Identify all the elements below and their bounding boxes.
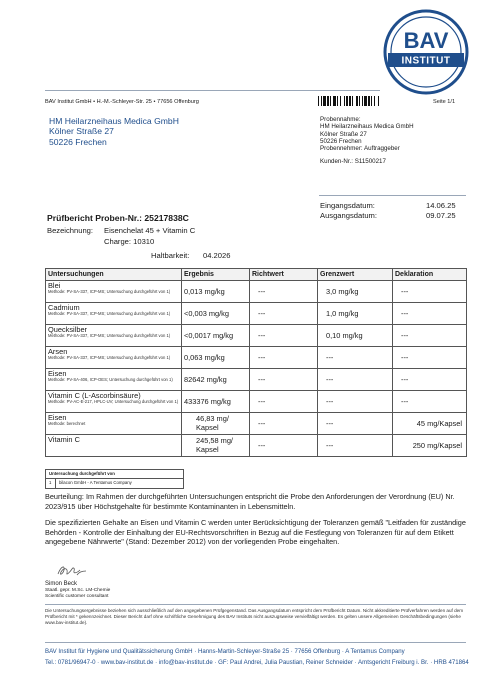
richtwert-value: ---: [258, 441, 266, 450]
sampling-line: Kölner Straße 27: [320, 130, 367, 138]
cell-test: [46, 413, 182, 435]
sampling-info: [320, 116, 414, 152]
result-value: 0,013 mg/kg: [184, 287, 225, 296]
bav-institut-logo: [382, 8, 470, 96]
sender-line: BAV Institut GmbH • H.-M.-Schleyer-Str. 25 • 77656 Offenburg: [45, 99, 199, 105]
page-number: Seite 1/1: [433, 99, 456, 105]
signer-name: Simon Beck: [45, 581, 78, 587]
cell-richtwert: [250, 391, 318, 413]
header-untersuchungen: Untersuchungen: [46, 269, 182, 281]
test-method: Methode: PV-SA-406, ICP-OES; Untersuchung durchgeführt von 1): [48, 377, 173, 382]
richtwert-value: ---: [258, 419, 266, 428]
table-header-row: [46, 269, 467, 281]
footer-line-2: Tel.: 0781/96947-0 · www.bav-institut.de · info@bav-institut.de · GF: Paul Andrei, Julia Paustian, Reiner Schneider · Amtsgericht Freiburg i. Br. · HRB 471864: [45, 659, 469, 666]
cell-result: [182, 347, 250, 369]
result-value: 46,83 mg/ Kapsel: [196, 414, 229, 432]
cell-test: [46, 435, 182, 457]
grenzwert-value: ---: [326, 441, 334, 450]
result-value: 433376 mg/kg: [184, 397, 231, 406]
test-method: Methode: PV-SA-337, ICP-MS; Untersuchung durchgeführt von 1): [48, 333, 171, 338]
cell-richtwert: [250, 325, 318, 347]
results-table: [45, 268, 467, 457]
performer-table: [45, 469, 184, 489]
test-name: Quecksilber: [48, 325, 88, 334]
cell-deklaration: [393, 325, 467, 347]
cell-grenzwert: [318, 369, 393, 391]
deklaration-value: 45 mg/Kapsel: [416, 419, 462, 428]
grenzwert-value: ---: [326, 419, 334, 428]
test-method: Methode: PV-AC-E-217, HPLC-UV; Untersuchung durchgeführt von 1): [48, 399, 179, 404]
deklaration-value: ---: [401, 397, 409, 406]
test-method: Methode: berechnet: [48, 421, 86, 426]
issued-date: 09.07.25: [426, 211, 456, 220]
table-row: [46, 303, 467, 325]
cell-deklaration: [393, 391, 467, 413]
richtwert-value: ---: [258, 353, 266, 362]
sampling-line: Probennahme:: [320, 116, 361, 123]
result-value: <0,003 mg/kg: [184, 309, 229, 318]
table-row: [46, 325, 467, 347]
recipient-city: 50226 Frechen: [49, 136, 107, 147]
signature-block: [45, 581, 110, 599]
signer-title: Staatl. gepr. M.Sc. LM-Chemie: [45, 588, 111, 593]
grenzwert-value: 0,10 mg/kg: [326, 331, 363, 340]
disclaimer-text: Die Untersuchungsergebnisse beziehen sich ausschließlich auf den angegebenen Prüfgegenstand. Das Ausgangsdatum entspricht dem Prüfbericht Datum. Nicht akkreditierte Prüfverfahren werden auf dem Prüfbericht mit * gekennzeichnet. Dieser Bericht darf ohne schriftliche Genehmigung des BAV Instituts nicht auszugsweise vervielfältigt werden. Es gelten unsere Allgemeinen Geschäftsbedingungen (siehe www.bav-institut.de).: [45, 608, 464, 625]
test-name: Cadmium: [48, 303, 80, 312]
cell-result: [182, 325, 250, 347]
signature-image: [55, 562, 89, 580]
cell-test: [46, 303, 182, 325]
grenzwert-value: ---: [326, 375, 334, 384]
cell-test: [46, 281, 182, 303]
shelf-value: 04.2026: [203, 251, 231, 260]
cell-richtwert: [250, 369, 318, 391]
customer-number: Kunden-Nr.: S11500217: [320, 158, 386, 165]
sampling-line: HM Heilarzneihaus Medica GmbH: [320, 123, 414, 131]
richtwert-value: ---: [258, 331, 266, 340]
test-name: Vitamin C (L-Ascorbinsäure): [48, 391, 141, 400]
test-name: Arsen: [48, 347, 68, 356]
recipient-address: [49, 116, 179, 147]
cell-grenzwert: [318, 413, 393, 435]
deklaration-value: ---: [401, 309, 409, 318]
designation-label: Bezeichnung:: [47, 226, 94, 235]
cell-grenzwert: [318, 435, 393, 457]
cell-deklaration: [393, 369, 467, 391]
cell-deklaration: [393, 435, 467, 457]
grenzwert-value: 1,0 mg/kg: [326, 309, 359, 318]
table-row: [46, 391, 467, 413]
cell-result: [182, 391, 250, 413]
batch-value: Charge: 10310: [104, 237, 155, 246]
table-row: [46, 435, 467, 457]
table-row: [46, 281, 467, 303]
richtwert-value: ---: [258, 375, 266, 384]
result-value: 82642 mg/kg: [184, 375, 227, 384]
performer-header: Untersuchung durchgeführt von: [46, 470, 183, 479]
deklaration-value: ---: [401, 353, 409, 362]
performer-num: 1: [46, 479, 56, 488]
result-value: <0,0017 mg/kg: [184, 331, 234, 340]
cell-result: [182, 369, 250, 391]
logo-text-institut: INSTITUT: [401, 55, 451, 67]
cell-richtwert: [250, 435, 318, 457]
table-row: [46, 347, 467, 369]
table-row: [46, 369, 467, 391]
test-name: Blei: [48, 281, 61, 290]
designation-value: Eisenchelat 45 + Vitamin C: [104, 226, 196, 235]
received-label: Eingangsdatum:: [320, 201, 375, 210]
cell-deklaration: [393, 413, 467, 435]
grenzwert-value: ---: [326, 353, 334, 362]
deklaration-value: ---: [401, 287, 409, 296]
cell-result: [182, 435, 250, 457]
cell-test: [46, 325, 182, 347]
cell-deklaration: [393, 303, 467, 325]
richtwert-value: ---: [258, 309, 266, 318]
sampling-line: 50226 Frechen: [320, 137, 362, 145]
test-method: Methode: PV-SA-337, ICP-MS; Untersuchung durchgeführt von 1): [48, 355, 171, 360]
shelf-label: Haltbarkeit:: [151, 251, 190, 260]
header-ergebnis: Ergebnis: [182, 269, 250, 281]
assessment-text: Beurteilung: Im Rahmen der durchgeführten Untersuchungen entspricht die Probe den Anforderungen der Verordnung (EU) Nr. 2023/915 über Höchstgehalte für bestimmte Kontaminanten in Lebensmitteln.: [45, 492, 455, 511]
cell-result: [182, 303, 250, 325]
footer-line-1: BAV Institut für Hygiene und Qualitätssicherung GmbH · Hanns-Martin-Schleyer-Straße 25 · 77656 Offenburg · A Tentamus Company: [45, 648, 405, 655]
deklaration-value: ---: [401, 375, 409, 384]
cell-test: [46, 369, 182, 391]
richtwert-value: ---: [258, 397, 266, 406]
header-grenzwert: Grenzwert: [318, 269, 393, 281]
header-richtwert: Richtwert: [250, 269, 318, 281]
received-date: 14.06.25: [426, 201, 456, 210]
cell-deklaration: [393, 347, 467, 369]
result-value: 0,063 mg/kg: [184, 353, 225, 362]
deklaration-value: ---: [401, 331, 409, 340]
result-value: 245,58 mg/ Kapsel: [196, 436, 233, 454]
issued-label: Ausgangsdatum:: [320, 211, 377, 220]
cell-result: [182, 281, 250, 303]
disclaimer-rule: [45, 604, 466, 605]
dates-rule: [319, 195, 466, 196]
cell-grenzwert: [318, 325, 393, 347]
cell-test: [46, 347, 182, 369]
deklaration-value: 250 mg/Kapsel: [412, 441, 462, 450]
test-name: Vitamin C: [48, 435, 80, 444]
table-row: [46, 413, 467, 435]
test-name: Eisen: [48, 413, 67, 422]
recipient-name: HM Heilarzneihaus Medica GmbH: [49, 116, 179, 126]
recipient-street: Kölner Straße 27: [49, 126, 114, 137]
cell-richtwert: [250, 347, 318, 369]
tolerance-text: Die spezifizierten Gehalte an Eisen und Vitamin C werden unter Berücksichtigung der Toleranzen gemäß "Leitfaden für zuständige Behörden - Kontrolle der Einhaltung der EU-Rechtsvorschriften in Bezug auf die Festlegung von Toleranzen für auf dem Etikett angegebene Nährwerte" (Stand: Dezember 2012) von der vorliegenden Probe eingehalten.: [45, 518, 466, 547]
richtwert-value: ---: [258, 287, 266, 296]
report-title: Prüfbericht Proben-Nr.: 25217838C: [47, 213, 189, 223]
cell-result: [182, 413, 250, 435]
cell-grenzwert: [318, 347, 393, 369]
logo-text-bav: BAV: [403, 28, 449, 53]
cell-deklaration: [393, 281, 467, 303]
test-name: Eisen: [48, 369, 67, 378]
cell-richtwert: [250, 413, 318, 435]
grenzwert-value: ---: [326, 397, 334, 406]
cell-grenzwert: [318, 281, 393, 303]
header-rule: [45, 90, 380, 91]
test-method: Methode: PV-SA-337, ICP-MS; Untersuchung durchgeführt von 1): [48, 311, 171, 316]
grenzwert-value: 3,0 mg/kg: [326, 287, 359, 296]
performer-name: bilacon GmbH - A Tentamus Company: [59, 480, 132, 485]
signer-role: Scientific customer consultant: [45, 593, 109, 599]
header-deklaration: Deklaration: [393, 269, 467, 281]
sampling-line: Probennehmer: Auftraggeber: [320, 145, 400, 153]
cell-richtwert: [250, 281, 318, 303]
test-method: Methode: PV-SA-337, ICP-MS; Untersuchung durchgeführt von 1): [48, 289, 171, 294]
cell-test: [46, 391, 182, 413]
performer-row: [46, 479, 183, 488]
barcode: [318, 96, 404, 106]
footer-rule: [45, 642, 466, 643]
cell-grenzwert: [318, 391, 393, 413]
cell-richtwert: [250, 303, 318, 325]
cell-grenzwert: [318, 303, 393, 325]
